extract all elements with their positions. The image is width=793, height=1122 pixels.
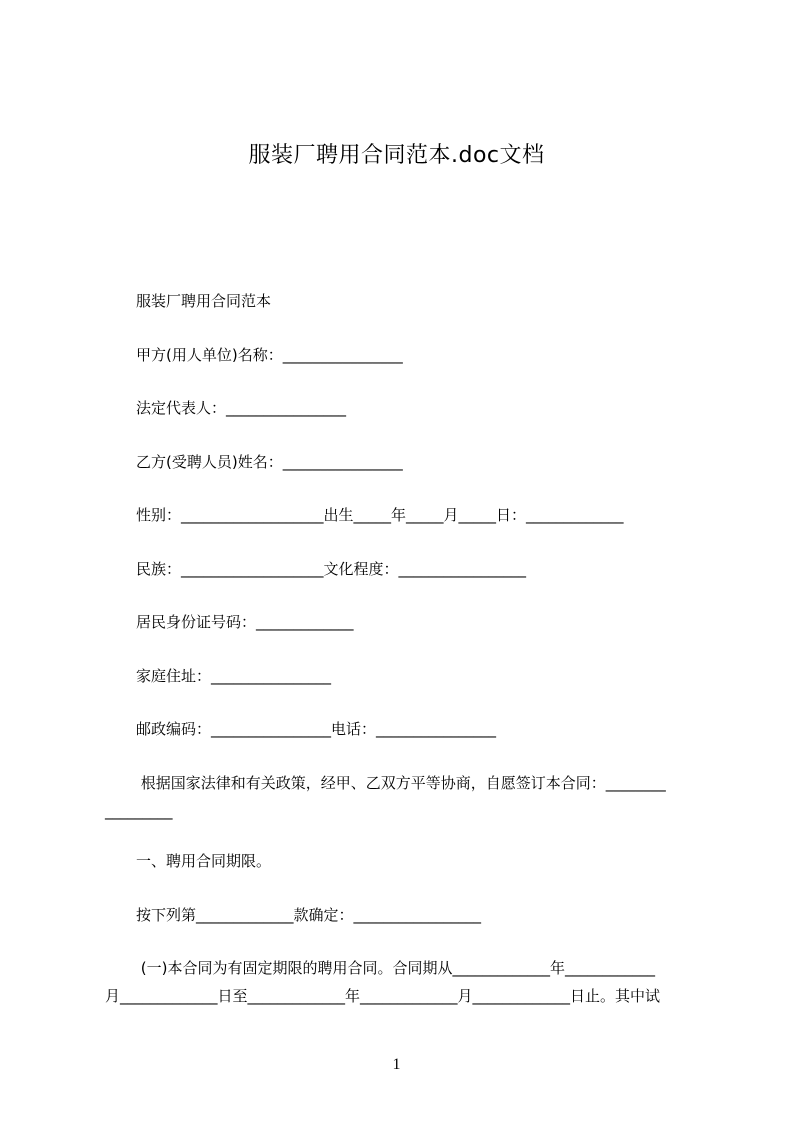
ethnicity-education-line: 民族：___________________文化程度：_________________	[136, 560, 527, 578]
id-number-line: 居民身份证号码：_____________	[136, 613, 354, 631]
legal-representative-line: 法定代表人：________________	[136, 399, 347, 417]
gender-birth-line: 性别：___________________出生_____年_____月_____日：_____________	[136, 506, 624, 524]
postcode-phone-line: 邮政编码：________________电话：________________	[136, 720, 497, 738]
preamble-line-1: 根据国家法律和有关政策，经甲、乙双方平等协商，自愿签订本合同：________	[136, 774, 666, 792]
page-number: 1	[392, 1056, 401, 1073]
home-address-line: 家庭住址：________________	[136, 667, 332, 685]
party-a-name-line: 甲方(用人单位)名称：________________	[136, 346, 403, 364]
fixed-term-line-1: (一)本合同为有固定期限的聘用合同。合同期从_____________年____________	[136, 959, 655, 977]
fixed-term-line-2: 月_____________日至_____________年_____________月_____________日止。其中试	[105, 987, 661, 1005]
contract-subtitle: 服装厂聘用合同范本	[136, 292, 272, 310]
section-1-heading: 一、聘用合同期限。	[136, 852, 272, 870]
preamble-line-2: _________	[105, 802, 173, 820]
party-b-name-line: 乙方(受聘人员)姓名：________________	[136, 453, 403, 471]
document-title: 服装厂聘用合同范本.doc文档	[248, 143, 545, 168]
term-choice-line: 按下列第_____________款确定：_________________	[136, 906, 482, 924]
